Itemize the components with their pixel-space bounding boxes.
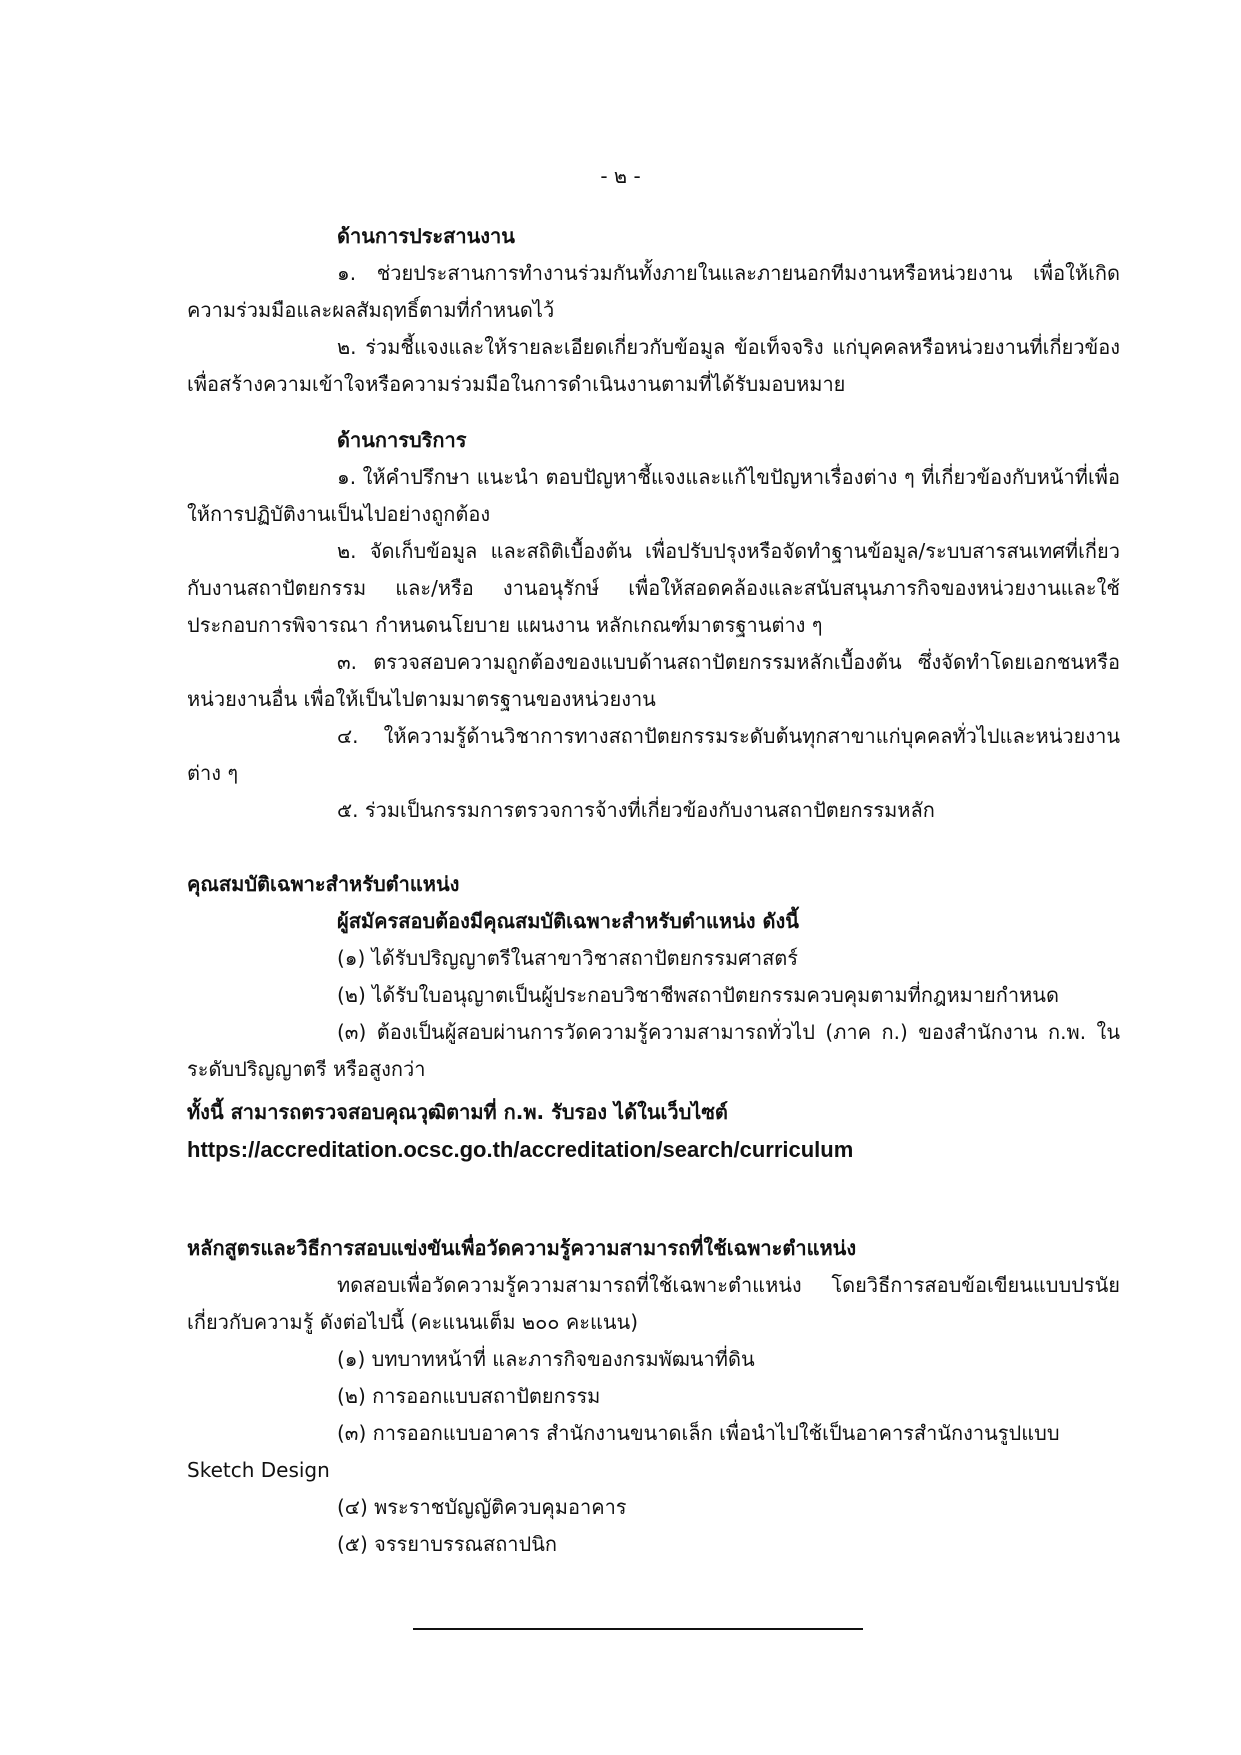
coordination-section [187,218,1120,403]
service-item-3: ๓. ตรวจสอบความถูกต้องของแบบด้านสถาปัตยกรรมหลักเบื้องต้น ซึ่งจัดทำโดยเอกชนหรือหน่วยงานอื่น เพื่อให้เป็นไปตามมาตรฐานของหน่วยงาน [187,650,1120,711]
exam-heading: หลักสูตรและวิธีการสอบแข่งขันเพื่อวัดความรู้ความสามารถที่ใช้เฉพาะตำแหน่ง [187,1236,857,1260]
exam-item-3: (๓) การออกแบบอาคาร สำนักงานขนาดเล็ก เพื่อนำไปใช้เป็นอาคารสำนักงานรูปแบบ Sketch Design [187,1421,1060,1482]
qualification-item-3: (๓) ต้องเป็นผู้สอบผ่านการวัดความรู้ความสามารถทั่วไป (ภาค ก.) ของสำนักงาน ก.พ. ในระดับปริญญาตรี หรือสูงกว่า [187,1020,1120,1081]
service-item-1: ๑. ให้คำปรึกษา แนะนำ ตอบปัญหาชี้แจงและแก้ไขปัญหาเรื่องต่าง ๆ ที่เกี่ยวข้องกับหน้าที่เพื่อให้การปฏิบัติงานเป็นไปอย่างถูกต้อง [187,465,1120,526]
qualifications-section [187,866,1120,1168]
qualifications-heading: คุณสมบัติเฉพาะสำหรับตำแหน่ง [187,872,460,896]
qualification-item-1: (๑) ได้รับปริญญาตรีในสาขาวิชาสถาปัตยกรรมศาสตร์ [337,946,799,970]
qualification-item-2: (๒) ได้รับใบอนุญาตเป็นผู้ประกอบวิชาชีพสถาปัตยกรรมควบคุมตามที่กฎหมายกำหนด [337,983,1059,1007]
qualifications-subheading: ผู้สมัครสอบต้องมีคุณสมบัติเฉพาะสำหรับตำแหน่ง ดังนี้ [337,909,799,933]
service-section [187,422,1120,829]
exam-item-4: (๔) พระราชบัญญัติควบคุมอาคาร [337,1495,627,1519]
coordination-item-2: ๒. ร่วมชี้แจงและให้รายละเอียดเกี่ยวกับข้อมูล ข้อเท็จจริง แก่บุคคลหรือหน่วยงานที่เกี่ยวข้อง เพื่อสร้างความเข้าใจหรือความร่วมมือในการดำเนินงานตามที่ได้รับมอบหมาย [187,335,1120,396]
qualifications-note: ทั้งนี้ สามารถตรวจสอบคุณวุฒิตามที่ ก.พ. รับรอง ได้ในเว็บไซต์ [187,1100,728,1124]
exam-item-5: (๕) จรรยาบรรณสถาปนิก [337,1532,558,1556]
end-divider [413,1628,863,1630]
exam-item-1: (๑) บทบาทหน้าที่ และภารกิจของกรมพัฒนาที่ดิน [337,1347,755,1371]
exam-item-2: (๒) การออกแบบสถาปัตยกรรม [337,1384,601,1408]
service-item-2: ๒. จัดเก็บข้อมูล และสถิติเบื้องต้น เพื่อปรับปรุงหรือจัดทำฐานข้อมูล/ระบบสารสนเทศที่เกี่ยวกับงานสถาปัตยกรรม และ/หรือ งานอนุรักษ์ เพื่อให้สอดคล้องและสนับสนุนภารกิจของหน่วยงานและใช้ประกอบการพิจารณา กำหนดนโยบาย แผนงาน หลักเกณฑ์มาตรฐานต่าง ๆ [187,539,1120,637]
service-item-5: ๕. ร่วมเป็นกรรมการตรวจการจ้างที่เกี่ยวข้องกับงานสถาปัตยกรรมหลัก [337,798,935,822]
accreditation-url[interactable]: https://accreditation.ocsc.go.th/accreditation/search/curriculum [187,1137,854,1162]
exam-section [187,1230,1120,1563]
coordination-item-1: ๑. ช่วยประสานการทำงานร่วมกันทั้งภายในและภายนอกทีมงานหรือหน่วยงาน เพื่อให้เกิดความร่วมมือและผลสัมฤทธิ์ตามที่กำหนดไว้ [187,261,1120,322]
exam-intro: ทดสอบเพื่อวัดความรู้ความสามารถที่ใช้เฉพาะตำแหน่ง โดยวิธีการสอบข้อเขียนแบบปรนัยเกี่ยวกับความรู้ ดังต่อไปนี้ (คะแนนเต็ม ๒๐๐ คะแนน) [187,1273,1120,1334]
page-number: - ๒ - [600,164,641,188]
service-heading: ด้านการบริการ [337,428,467,452]
coordination-heading: ด้านการประสานงาน [337,224,515,248]
service-item-4: ๔. ให้ความรู้ด้านวิชาการทางสถาปัตยกรรมระดับต้นทุกสาขาแก่บุคคลทั่วไปและหน่วยงานต่าง ๆ [187,724,1120,785]
